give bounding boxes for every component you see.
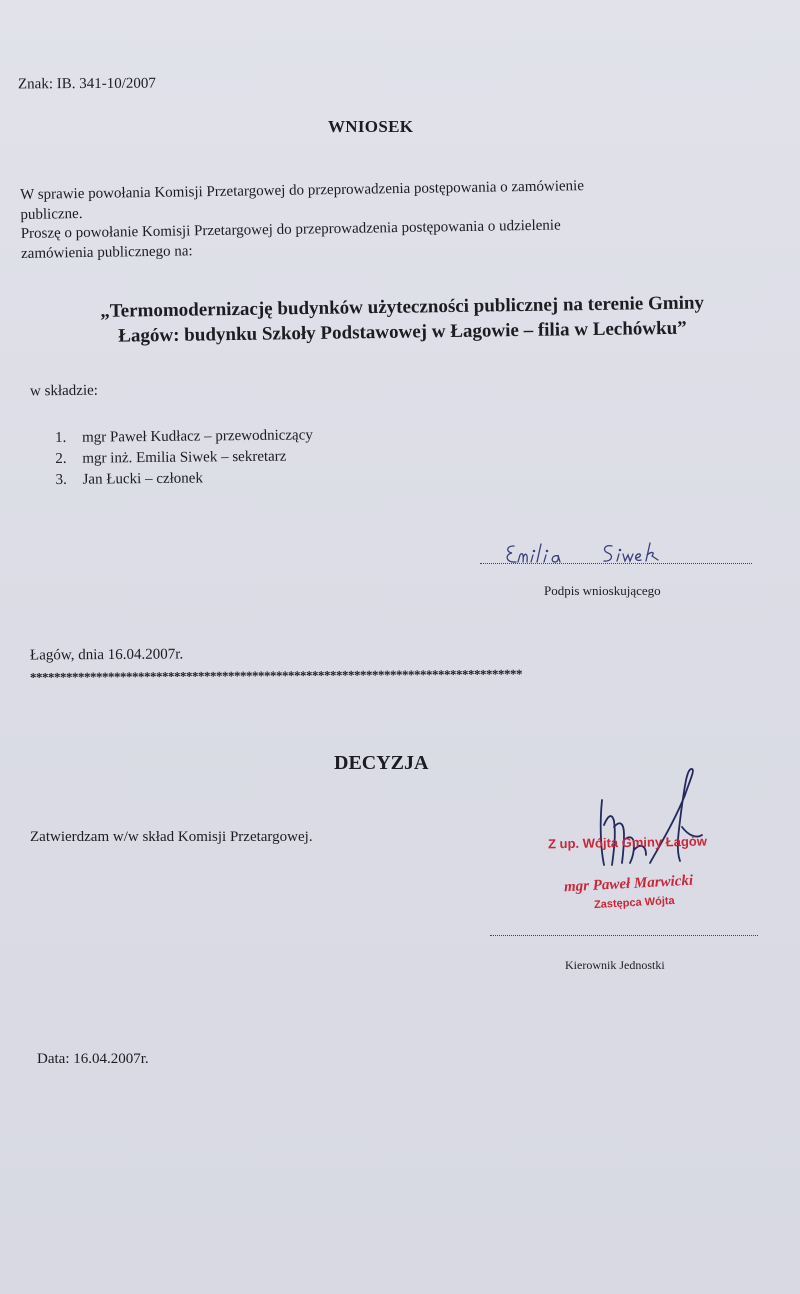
body-line: zamówienia publicznego na:: [20, 242, 193, 262]
request-body: [20, 174, 781, 264]
asterisk-separator: **********************************************************************************: [29, 666, 523, 685]
applicant-signature-line: [480, 563, 752, 564]
decision-text: Zatwierdzam w/w skład Komisji Przetargowej.: [30, 829, 313, 845]
official-signature-line: [490, 935, 758, 936]
member-text: Jan Łucki – członek: [82, 470, 203, 488]
list-number: 2.: [55, 450, 67, 467]
stamp-name: mgr Paweł Marwicki: [563, 872, 694, 896]
list-item: [55, 425, 313, 449]
project-title-line: „Termomodernizację budynków użyteczności publicznej na terenie Gminy: [100, 292, 705, 322]
body-line: publiczne.: [20, 205, 83, 223]
place-and-date: Łagów, dnia 16.04.2007r.: [29, 646, 184, 664]
stamp-authorization: Z up. Wójta Gminy Łagów: [547, 833, 708, 852]
committee-intro: w składzie:: [29, 382, 98, 400]
decision-heading: DECYZJA: [334, 752, 429, 774]
reference-number: Znak: IB. 341-10/2007: [17, 75, 156, 93]
request-heading: WNIOSEK: [328, 117, 414, 136]
project-title-line: Łagów: budynku Szkoły Podstawowej w Łagowie – filia w Lechówku”: [118, 317, 687, 347]
member-text: mgr inż. Emilia Siwek – sekretarz: [82, 448, 287, 467]
official-signature: [590, 765, 720, 875]
applicant-signature-caption: Podpis wnioskującego: [544, 583, 661, 598]
list-item: [55, 467, 313, 491]
decision-date: Data: 16.04.2007r.: [37, 1051, 149, 1067]
list-item: [55, 446, 313, 470]
project-title: [22, 289, 783, 350]
committee-members-list: [55, 425, 313, 491]
list-number: 3.: [55, 471, 67, 488]
body-line: Proszę o powołanie Komisji Przetargowej do przeprowadzenia postępowania o udzielenie: [20, 217, 561, 242]
body-line: W sprawie powołania Komisji Przetargowej do przeprowadzenia postępowania o zamówienie: [20, 178, 585, 203]
official-signature-caption: Kierownik Jednostki: [565, 958, 665, 972]
member-text: mgr Paweł Kudłacz – przewodniczący: [82, 427, 313, 446]
stamp-position: Zastępca Wójta: [593, 894, 675, 912]
list-number: 1.: [55, 429, 67, 446]
